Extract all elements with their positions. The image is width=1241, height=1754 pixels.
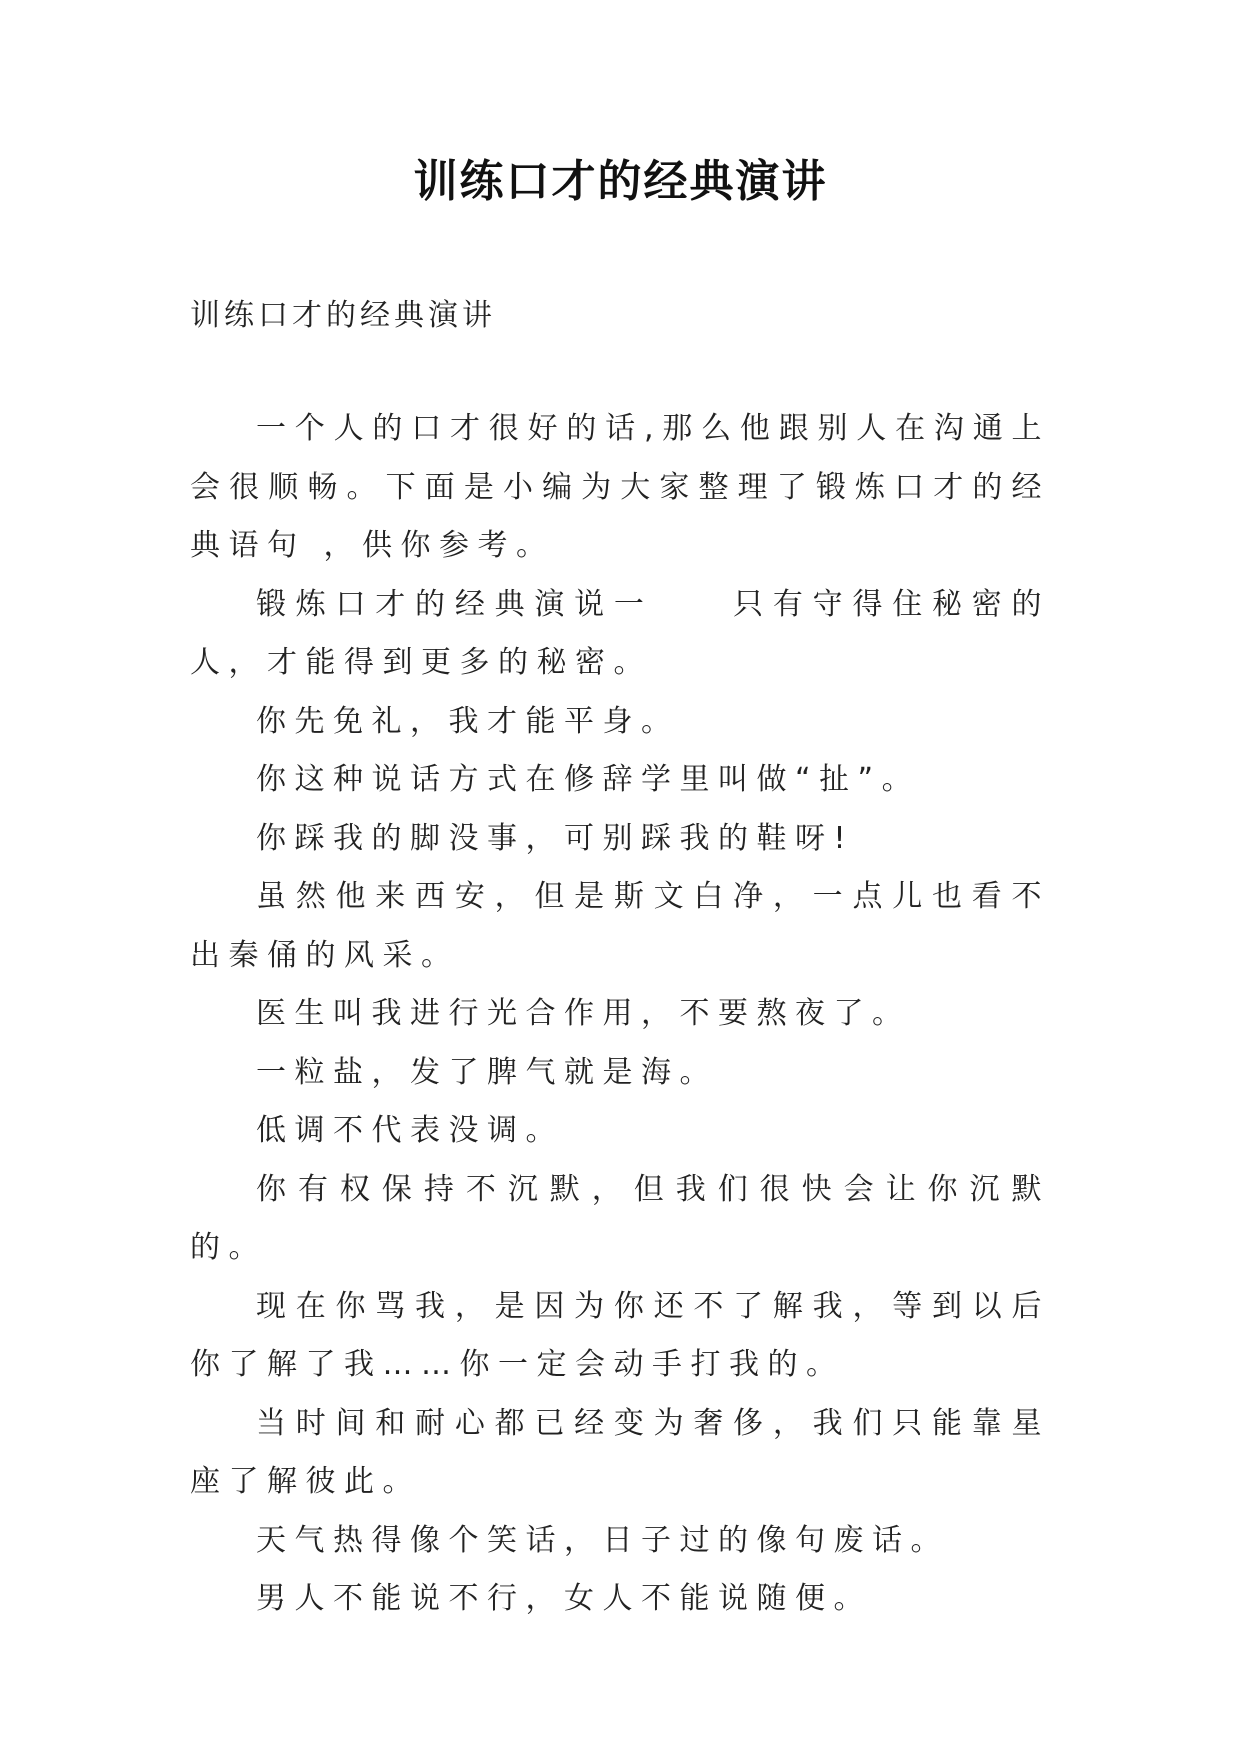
paragraph: 一粒盐，发了脾气就是海。 [256,1054,718,1090]
paragraph: 现在你骂我，是因为你还不了解我，等到以后你了解了我……你一定会动手打我的。 [190,1288,1050,1382]
paragraph: 医生叫我进行光合作用，不要熬夜了。 [256,996,911,1031]
paragraph: 当时间和耐心都已经变为奢侈，我们只能靠星座了解彼此。 [190,1405,1050,1499]
paragraph: 一个人的口才很好的话,那么他跟别人在沟通上会很顺畅。下面是小编为大家整理了锻炼口才的经典语句 ，供你参考。 [190,411,1050,563]
paragraph: 男人不能说不行，女人不能说随便。 [256,1581,872,1616]
paragraph: 锻炼口才的经典演说一 只有守得住秘密的人，才能得到更多的秘密。 [190,586,1050,680]
document-title: 训练口才的经典演讲 [413,156,828,207]
paragraph: 天气热得像个笑话，日子过的像句废话。 [256,1522,949,1558]
paragraph: 你这种说话方式在修辞学里叫做“扯”。 [256,762,921,797]
paragraph: 虽然他来西安，但是斯文白净，一点儿也看不出秦俑的风采。 [190,879,1050,973]
paragraph: 你有权保持不沉默，但我们很快会让你沉默的。 [190,1171,1050,1265]
document-subtitle: 训练口才的经典演讲 [190,298,496,333]
paragraph: 低调不代表没调。 [256,1113,564,1148]
paragraph: 你先免礼，我才能平身。 [256,703,680,739]
document-body [190,400,1050,1629]
paragraph: 你踩我的脚没事，可别踩我的鞋呀! [256,820,855,856]
